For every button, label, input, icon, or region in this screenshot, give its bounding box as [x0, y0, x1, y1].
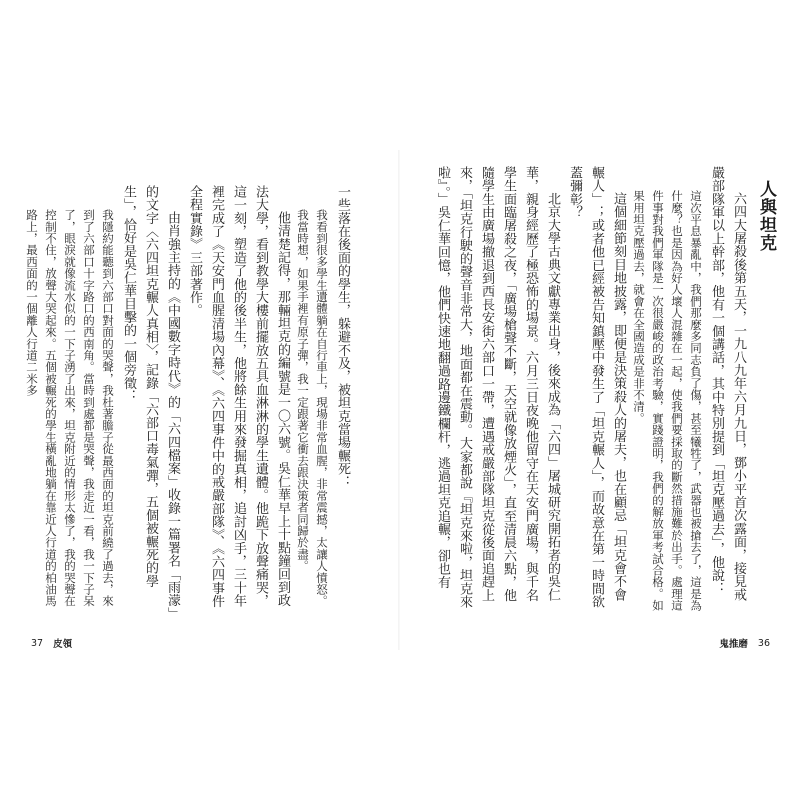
- body-paragraph: 六四大屠殺後第五天，一九八九年六月九日，鄧小平首次露面，接見戒嚴部隊軍以上幹部，他有一個講話，其中特別提到「坦克壓過去」，他說：: [709, 166, 746, 602]
- body-paragraph: 一些落在後面的學生，躲避不及，被坦克當場輾死：: [335, 185, 350, 489]
- body-paragraph: 北京大學古典文獻專業出身，後來成為「六四」屠城研究開拓者的吳仁華，親身經歷了極恐怖的場景。六月三日夜晚他留守在天安門廣場，與千名學生面臨屠殺之夜，「廣場槍聲不斷，天空就像放煙火」，直至清晨六點，他隨學生由廣場撤退到西長安街六部口一帶，遭遇戒嚴部隊坦克從後面追趕上來，「坦克行駛的聲音非常大，地面都在震動。大家都說『坦克來啦，坦克來啦』。」吳仁華回憶，他們快速地翻過路邊鐵欄杆，逃過坦克追輾，卻也有: [435, 166, 560, 609]
- running-title: 皮領: [53, 639, 73, 650]
- right-page-body: [435, 166, 749, 612]
- left-folio: [31, 636, 72, 650]
- left-page-body: [25, 185, 353, 615]
- block-quote: 我看到很多學生遺體躺在自行車上，現場非常血腥，非常震撼，太讓人憤怒。我當時想，如果手裡有原子彈，我一定跟著它衝去跟決策者同歸於盡。: [296, 209, 329, 607]
- body-paragraph: 他清楚記得，那輛坦克的編號是一〇六號。吳仁華早上十點鐘回到政法大學，看到教學大樓前擺放五具血淋淋的學生遺體。他跪下放聲痛哭，這一刻，塑造了他的後半生，他將餘生用來發掘真相，追討凶手，三十年裡完成了《天安門血腥清場內幕》、《六四事件中的戒嚴部隊》、《六四事件全程實錄》三部著作。: [187, 185, 290, 608]
- block-quote: 我隱約能聽到六部口對面的哭聲，我杜著膽子從最西面的坦克前繞了過去，來到了六部口十字路口的西南角。當時到處都是哭聲，我走近一看，我一下子呆了，眼淚就像流水似的一下子湧了出來，坦克附近的情形太慘了，我的哭聲在控制不住，放聲大哭起來。五個被輾死的學生橫亂地躺在靠近人行道的柏油馬路上，最西面的一個離人行道二米多: [25, 209, 115, 607]
- right-page: [399, 0, 798, 798]
- block-quote: 這次平息暴亂中，我們那麼多同志負了傷，甚至犧牲了，武器也被搶去了，這是為什麼？也是因為好人壞人混雜在一起，使我們要採取的斷然措施難於出手。處理這件事對我們軍隊是一次很嚴峻的政治考驗，實踐證明，我們的解放軍考試合格。如果用坦克壓過去，就會在全國造成是非不清。: [632, 190, 703, 612]
- body-paragraph: 這個細節刻目地披露，即便是決策殺人的屠夫，也在顧忌「坦克會不會輾人」；或者他已經被告知鎮壓中發生了「坦克輾人」，而故意在第一時間欲蓋彌彰？: [567, 166, 626, 609]
- body-paragraph: 由肖強主持的《中國數字時代》的「六四檔案」收錄一篇署名「雨濛」的文字〈六四坦克輾人真相〉，記錄「六部口毒氣彈，五個被輾死的學生」，恰好是吳仁華目擊的一個旁徵：: [121, 185, 180, 614]
- right-folio: [719, 636, 770, 650]
- page-number: 36: [757, 637, 770, 649]
- running-title: 鬼推磨: [719, 639, 748, 650]
- page-number: 37: [31, 637, 44, 649]
- section-heading: 人與坦克: [756, 180, 776, 252]
